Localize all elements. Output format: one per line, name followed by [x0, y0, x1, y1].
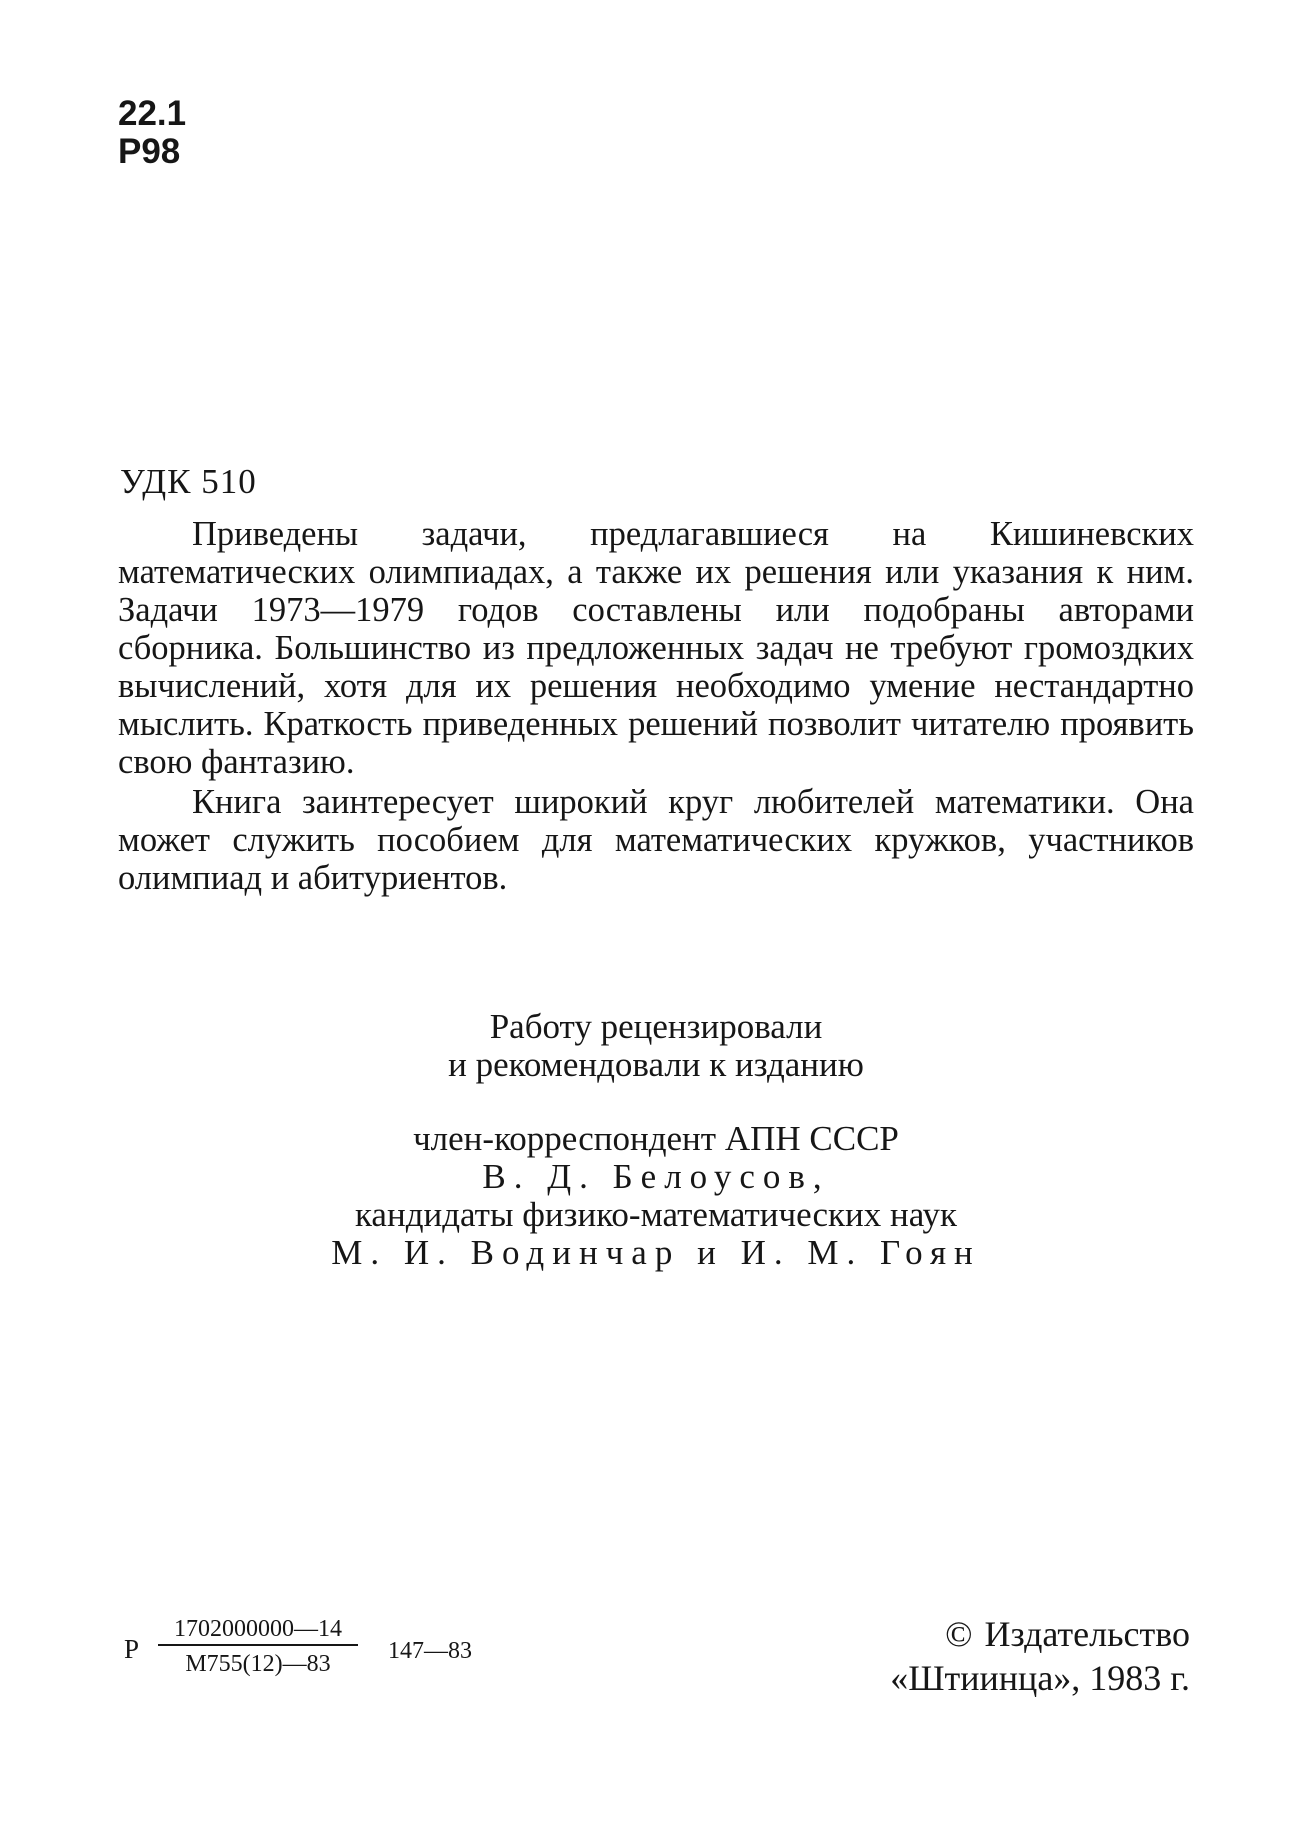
author-mark: Р98	[118, 132, 181, 171]
reviewers-block	[118, 1008, 1194, 1272]
udk-index: УДК 510	[120, 462, 257, 501]
abstract-paragraph: Приведены задачи, предлагавшиеся на Кишиневских математических олимпиадах, а также их решения или указания к ним. Задачи 1973—1979 годов составлены или подобраны авторами сборника. Большинство из предложенных задач не требуют громоздких вычислений, хотя для их решения необходимо умение нестандартно мыслить. Краткость приведенных решений позволит читателю проявить свою фантазию.	[118, 515, 1194, 781]
imprint-numerator: 1702000000—14	[158, 1616, 358, 1646]
copyright	[790, 1612, 1190, 1700]
imprint-denominator: М755(12)—83	[185, 1651, 331, 1677]
reviewers-intro	[118, 1008, 1194, 1084]
publisher-name-year: «Штиинца», 1983 г.	[890, 1658, 1190, 1698]
imprint-letter: Р	[124, 1634, 140, 1664]
reviewer-name: В. Д. Белоусов,	[482, 1157, 830, 1196]
reviewer-names: М. И. Водинчар и И. М. Гоян	[331, 1233, 981, 1272]
copyright-line	[790, 1612, 1190, 1656]
bbk-index: 22.1	[118, 94, 187, 133]
publisher-label: Издательство	[984, 1614, 1190, 1654]
classification-codes	[118, 95, 186, 171]
reviewers-intro-line: Работу рецензировали	[489, 1007, 823, 1046]
abstract	[118, 515, 1194, 897]
reviewer-title: кандидаты физико-математических наук	[354, 1195, 958, 1234]
reviewer-title: член-корреспондент АПН СССР	[413, 1119, 899, 1158]
copyright-icon: ©	[945, 1614, 973, 1654]
reviewers-intro-line: и рекомендовали к изданию	[448, 1045, 864, 1084]
imprint-fraction	[158, 1616, 358, 1677]
abstract-paragraph: Книга заинтересует широкий круг любителей математики. Она может служить пособием для математических кружков, участников олимпиад и абитуриентов.	[118, 783, 1194, 897]
imprint-number: 147—83	[388, 1638, 472, 1664]
